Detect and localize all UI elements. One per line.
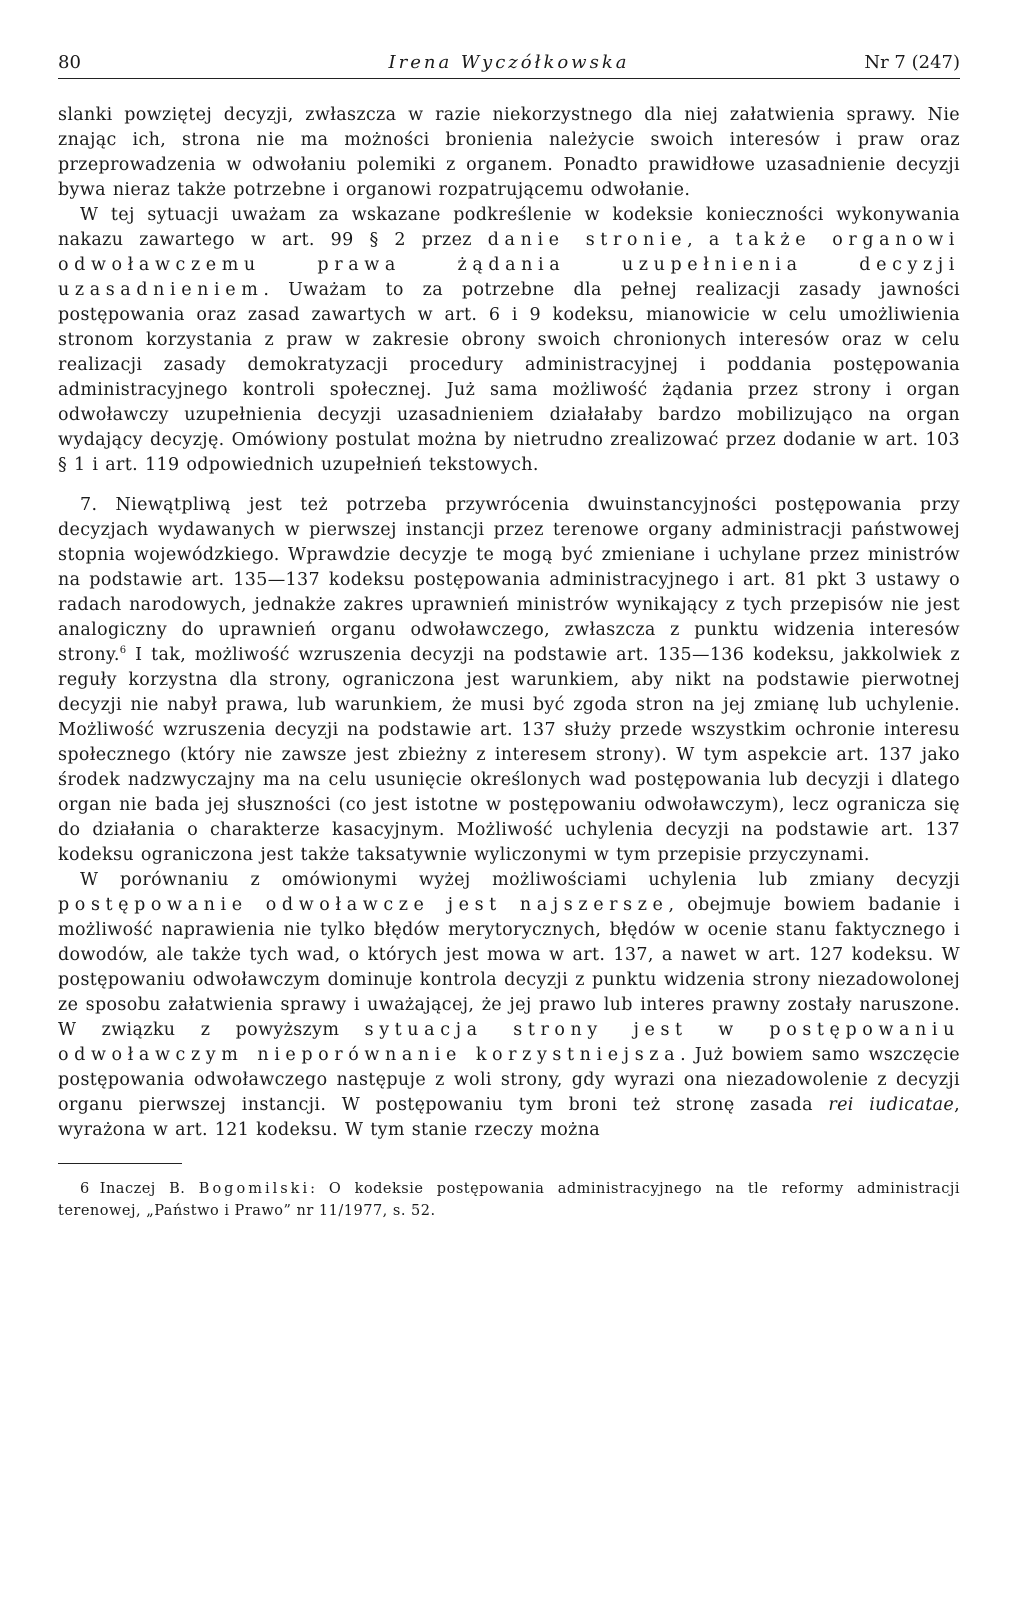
text-run: . Już bowiem samo wszczęcie postępowania odwoławczego następuje z woli strony, gdy wyrazi ona niezadowolenie z decyzji organu pierwszej instancji. W postępowaniu tym broni też stronę zasada [58,1045,960,1115]
text-run: , wyrażona w art. 121 kodeksu. W tym stanie rzeczy można [58,1095,960,1140]
text-run: 7. Niewątpliwą jest też potrzeba przywrócenia dwuinstancyjności postępowania przy decyzjach wydawanych w pierwszej instancji przez terenowe organy administracji państwowej stopnia wojewódzkiego. Wprawdzie decyzje te mogą być zmieniane i uchylane przez ministrów na podstawie art. 135—137 kodeksu postępowania administracyjnego i art. 81 pkt 3 ustawy o radach narodowych, jednakże zakres uprawnień ministrów wynikający z tych przepisów nie jest analogiczny do uprawnień organu odwoławczego, zwłaszcza z punktu widzenia interesów strony. [58,495,960,665]
text-run: I tak, możliwość wzruszenia decyzji na podstawie art. 135—136 kodeksu, jakkolwiek z reguły korzystna dla strony, ograniczona jest warunkiem, aby nikt na podstawie pierwotnej decyzji nie nabył prawa, lub warunkiem, że musi być zgoda stron na jej zmianę lub uchylenie. Możliwość wzruszenia decyzji na podstawie art. 137 służy przede wszystkim ochronie interesu społecznego (który nie zawsze jest zbieżny z interesem strony). W tym aspekcie art. 137 jako środek nadzwyczajny ma na celu usunięcie określonych wad postępowania lub decyzji i dlatego organ nie bada jej słuszności (co jest istotne w postępowaniu odwoławczym), lecz ogranicza się do działania o charakterze kasacyjnym. Możliwość uchylenia decyzji na podstawie art. 137 kodeksu ograniczona jest także taksatywnie wyliczonymi w tym przepisie przyczynami. [58,645,960,865]
emphasized-text: danie stronie [487,230,688,250]
paragraph [58,493,960,868]
running-author: Irena Wyczółkowska [388,52,630,73]
paragraph [58,203,960,478]
paragraph [58,103,960,203]
text-run: , a [687,230,736,250]
document-page [58,40,960,1570]
footnote-reference: 6 [119,645,127,657]
latin-phrase: rei iudicatae [828,1095,955,1115]
text-run: W tej sytuacji uważam za wskazane podkreślenie w kodeksie konieczności wykonywania nakazu zawartego w art. 99 § 2 przez [58,205,960,250]
text-run: . Uważam to za potrzebne dla pełnej realizacji zasady jawności postępowania oraz zasad zawartych w art. 6 i 9 kodeksu, mianowicie w celu umożliwienia stronom korzystania z praw w zakresie obrony swoich chronionych interesów oraz w celu realizacji zasady demokratyzacji procedury administracyjnej i poddania postępowania administracyjnego kontroli społecznej. Już sama możliwość żądania przez strony i organ odwoławczy uzupełnienia decyzji uzasadnieniem działałaby bardzo mobilizująco na organ wydający decyzję. Omówiony postulat można by nietrudno zrealizować przez dodanie w art. 103 § 1 i art. 119 odpowiednich uzupełnień tekstowych. [58,280,960,475]
paragraph [58,868,960,1143]
footnote-text: : O kodeksie postępowania administracyjnego na tle reformy administracji terenowej, „Państwo i Prawo” nr 11/1977, s. 52. [58,1181,960,1219]
footnote-rule [58,1163,182,1164]
footnote-author: Bogomilski [198,1181,311,1197]
footnote-number: 6 [80,1181,90,1197]
emphasized-text: postępowanie odwoławcze jest najszersze [58,895,669,915]
footnote-prefix: Inaczej B. [99,1181,186,1197]
emphasized-text: także organowi odwoławczemu prawa żądania uzupełnienia decyzji uzasadnieniem [58,230,960,300]
emphasized-text: sytuacja strony jest w postępowaniu odwoławczym nieporównanie korzystniejsza [58,1020,960,1065]
running-header [58,40,960,72]
issue-number: Nr 7 (247) [864,52,960,73]
text-run: slanki powziętej decyzji, zwłaszcza w razie niekorzystnego dla niej załatwienia sprawy. Nie znając ich, strona nie ma możności bronienia należycie swoich interesów i praw oraz przeprowadzenia w odwołaniu polemiki z organem. Ponadto prawidłowe uzasadnienie decyzji bywa nieraz także potrzebne i organowi rozpatrującemu odwołanie. [58,105,960,200]
body-text [58,103,960,1143]
text-run: , obejmuje bowiem badanie i możliwość naprawienia nie tylko błędów merytorycznych, błędów w ocenie stanu faktycznego i dowodów, ale także tych wad, o których jest mowa w art. 137, a nawet w art. 127 kodeksu. W postępowaniu odwoławczym dominuje kontrola decyzji z punktu widzenia strony niezadowolonej ze sposobu załatwienia sprawy i uważającej, że jej prawo lub interes prawny zostały naruszone. W związku z powyższym [58,895,960,1040]
header-rule [58,78,960,79]
footnote [58,1178,960,1222]
page-number: 80 [58,52,81,73]
text-run: W porównaniu z omówionymi wyżej możliwościami uchylenia lub zmiany decyzji [80,870,960,890]
